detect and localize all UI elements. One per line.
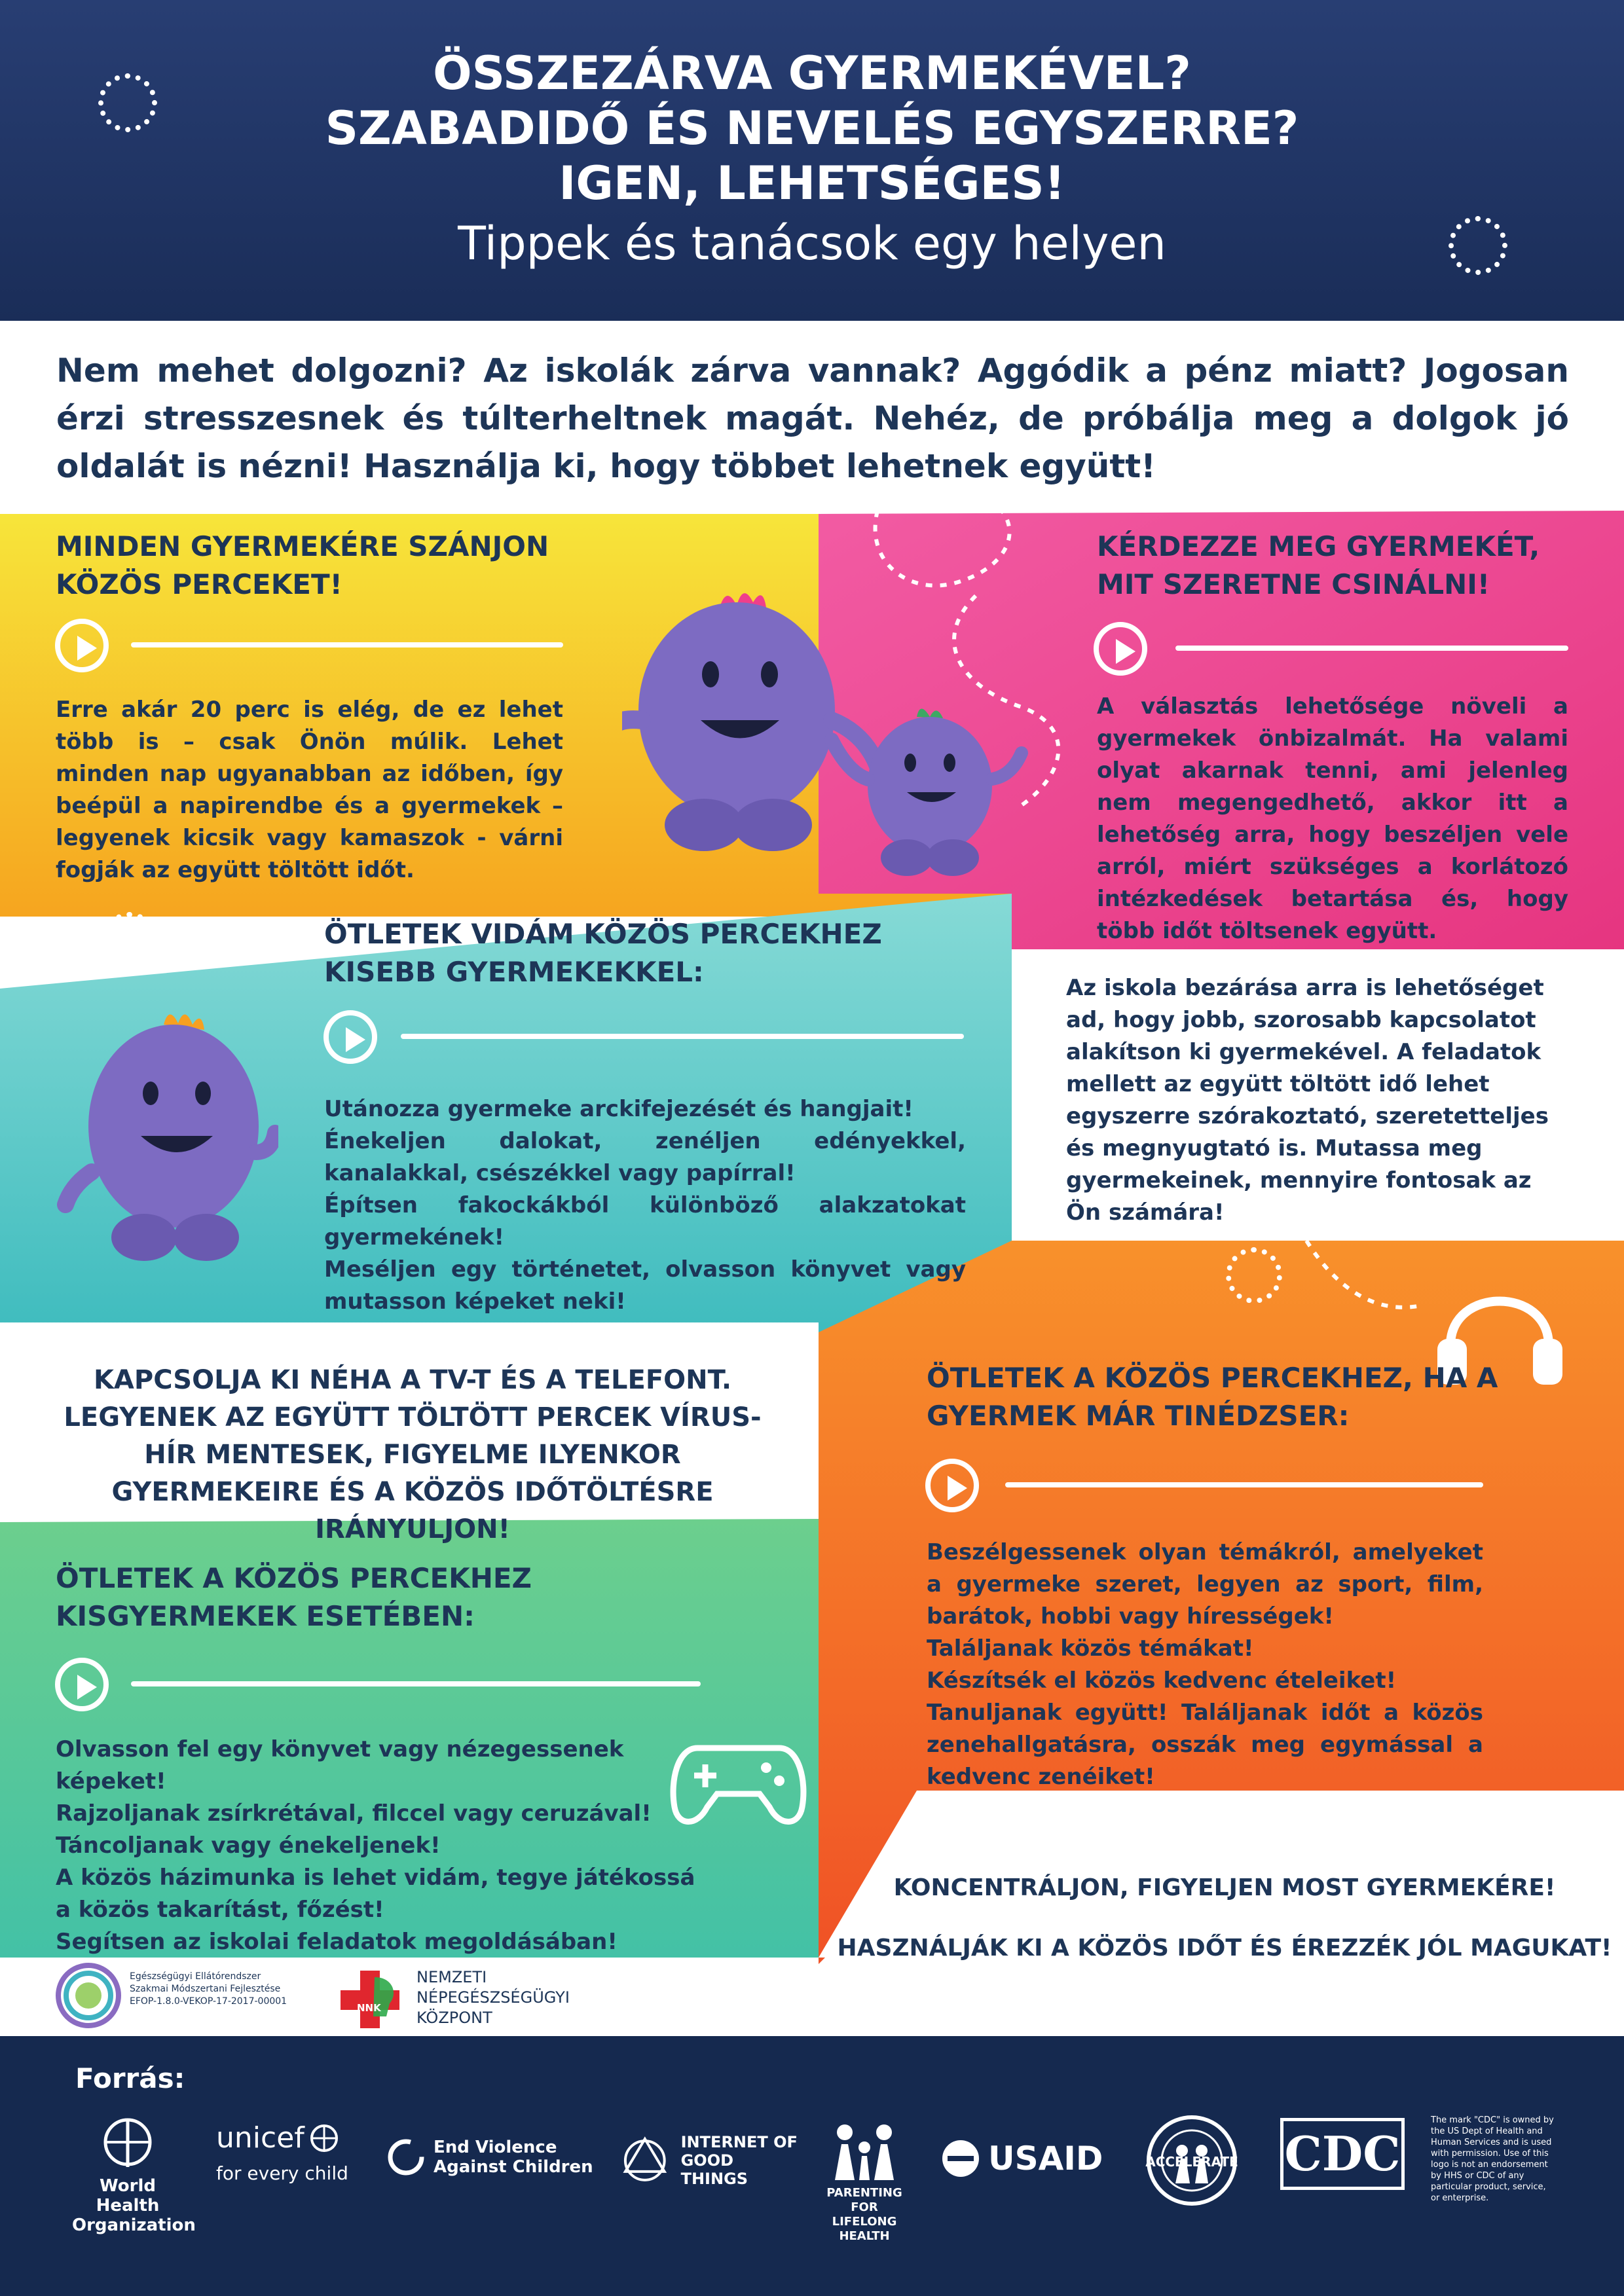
page-subtitle: Tippek és tanácsok egy helyen (458, 217, 1166, 270)
pink-section-body: A választás lehetősége növeli a gyermekek önbizalmát. Ha valami olyat akarnak tenni, ami jelenleg nem megengedhető, akkor itt a lehetőség arra, hogy beszéljen vele arról, miért szükséges a korlátozó intézkedések betartása és, hogy több időt töltsenek együtt. (1097, 693, 1568, 944)
list-item: A közös házimunka is lehet vidám, tegye játékossá a közös takarítást, főzést! (56, 1865, 695, 1923)
parenting-logo: PARENTING FOR LIFELONG HEALTH (819, 2118, 910, 2244)
title-line: ÖSSZEZÁRVA GYERMEKÉVEL? (433, 46, 1191, 100)
pink-section-title: KÉRDEZZE MEG GYERMEKÉT, MIT SZERETNE CSINÁLNI! (1097, 530, 1540, 600)
who-logo: World Health Organization (72, 2115, 183, 2235)
title-line: SZABADIDŐ ÉS NEVELÉS EGYSZERRE? (325, 101, 1299, 155)
accelerate-logo: ACCELERATE (1143, 2111, 1241, 2172)
yellow-section-title: MINDEN GYERMEKÉRE SZÁNJON KÖZÖS PERCEKET! (56, 530, 549, 600)
divider-line (131, 642, 563, 647)
list-item: Táncoljanak vagy énekeljenek! (56, 1832, 441, 1859)
orange-section-title: ÖTLETEK A KÖZÖS PERCEKHEZ, HA A GYERMEK MÁR TINÉDZSER: (927, 1362, 1498, 1432)
efop-logo-text: Egészségügyi Ellátórendszer Szakmai Módszertani Fejlesztése EFOP-1.8.0-VEKOP-17-2017-00001 (130, 1971, 287, 2007)
dotted-circle-icon (1226, 1247, 1282, 1303)
play-icon[interactable] (55, 619, 109, 672)
green-section-list (56, 1734, 710, 1958)
page-title (0, 46, 1624, 211)
list-item: Beszélgessenek olyan témákról, amelyeket a gyermeke szeret, legyen az sport, film, barátok, hobbi vagy hírességek! (927, 1539, 1483, 1630)
unicef-wordmark: unicef (216, 2121, 304, 2155)
title-line: IGEN, LEHETSÉGES! (559, 156, 1065, 210)
green-section-title: ÖTLETEK A KÖZÖS PERCEKHEZ KISGYERMEKEK ESETÉBEN: (56, 1562, 532, 1632)
list-item: Készítsék el közös kedvenc ételeiket! (927, 1667, 1397, 1694)
list-item: Utánozza gyermeke arckifejezését és hangjait! (324, 1096, 913, 1122)
unicef-logo (216, 2121, 360, 2184)
yellow-section-body: Erre akár 20 perc is elég, de ez lehet több is – csak Önön múlik. Lehet minden nap ugyanabban az időben, így beépül a napirendbe és a gyermekek – legyenek kicsik vagy kamaszok - várni fogják az együtt töltött időt. (56, 697, 563, 883)
purple-monster-illustration (622, 589, 1028, 897)
unicef-globe-icon (310, 2124, 339, 2153)
closing-message-2: HASZNÁLJÁK KI A KÖZÖS IDŐT ÉS ÉREZZÉK JÓL MAGUKAT! (837, 1935, 1612, 1961)
play-icon[interactable] (925, 1459, 979, 1512)
play-icon[interactable] (55, 1658, 109, 1711)
intro-text: Nem mehet dolgozni? Az iskolák zárva vannak? Aggódik a pénz miatt? Jogosan érzi stresszesnek és túlterheltnek magát. Nehéz, de próbálja meg a dolgok jó oldalát is nézni! Használja ki, hogy többet lehetnek együtt! (56, 352, 1569, 485)
parenting-family-icon (819, 2118, 910, 2183)
end-violence-logo: End Violence Against Children (386, 2138, 596, 2177)
unicef-tagline: for every child (216, 2162, 348, 2184)
internet-good-things-logo: INTERNET OF GOOD THINGS (616, 2131, 805, 2190)
teal-section-list (324, 1093, 966, 1318)
list-item: Énekeljen dalokat, zenéljen edényekkel, kanalakkal, csészékkel vagy papírral! (324, 1128, 966, 1186)
dotted-circle-icon (98, 73, 157, 132)
nnk-badge: NNK (357, 2002, 381, 2014)
tv-phone-note: KAPCSOLJA KI NÉHA A TV-T ÉS A TELEFONT. LEGYENEK AZ EGYÜTT TÖLTÖTT PERCEK VÍRUS-HÍR MENTESEK, FIGYELME ILYENKOR GYERMEKEIRE ÉS A KÖZÖS IDŐTÖLTÉSRE IRÁNYULJON! (64, 1365, 762, 1544)
list-item: Olvasson fel egy könyvet vagy nézegessenek képeket! (56, 1736, 624, 1795)
dotted-circle-icon (1449, 216, 1507, 275)
usaid-logo: USAID (940, 2138, 1110, 2179)
teal-section-title: ÖTLETEK VIDÁM KÖZÖS PERCEKHEZ KISEBB GYERMEKEKKEL: (324, 918, 882, 988)
play-icon[interactable] (323, 1010, 377, 1064)
internet-good-things-icon (616, 2131, 674, 2190)
list-item: Meséljen egy történetet, olvasson könyvet vagy mutasson képeket neki! (324, 1256, 966, 1315)
dotted-circle-icon (101, 912, 158, 968)
cdc-logo-box: CDC (1280, 2118, 1405, 2190)
cdc-disclaimer: The mark "CDC" is owned by the US Dept of Health and Human Services and is used with permission. Use of this logo is not an endorsement by HHS or CDC of any particular product, service, or enterprise. (1431, 2115, 1554, 2203)
purple-monster-illustration (56, 995, 278, 1296)
orange-tail (819, 1958, 825, 1964)
divider-line (131, 1681, 701, 1686)
divider-line (401, 1034, 964, 1039)
divider-line (1175, 646, 1568, 651)
list-item: Segítsen az iskolai feladatok megoldásában! (56, 1929, 618, 1955)
school-closure-note: Az iskola bezárása arra is lehetőséget ad, hogy jobb, szorosabb kapcsolatot alakítson ki gyermekével. A feladatok mellett az együtt töltött idő lehet egyszerre szórakoztató, szeretetteljes és megnyugtató is. Mutassa meg gyermekeinek, mennyire fontosak az Ön számára! (1066, 975, 1549, 1226)
who-emblem-icon (72, 2115, 183, 2174)
closing-message-1: KONCENTRÁLJON, FIGYELJEN MOST GYERMEKÉRE! (893, 1874, 1556, 1901)
source-label: Forrás: (75, 2062, 185, 2094)
usaid-seal-icon (940, 2138, 982, 2179)
gamepad-icon (668, 1728, 809, 1833)
cdc-logo (1280, 2118, 1405, 2190)
efop-logo-icon (56, 1963, 121, 2028)
nnk-logo-icon (334, 1964, 406, 2030)
orange-section-list (927, 1537, 1483, 1793)
divider-line (1005, 1482, 1483, 1487)
list-item: Építsen fakockákból különböző alakzatokat gyermekének! (324, 1192, 966, 1250)
end-violence-ring-icon (386, 2138, 426, 2177)
list-item: Rajzoljanak zsírkrétával, filccel vagy ceruzával! (56, 1800, 652, 1827)
list-item: Tanuljanak együtt! Találjanak időt a közös zenehallgatásra, osszák meg egymással a kedvenc zenéiket! (927, 1700, 1483, 1790)
list-item: Találjanak közös témákat! (927, 1635, 1254, 1662)
nnk-logo-text: NEMZETI NÉPEGÉSZSÉGÜGYI KÖZPONT (416, 1968, 570, 2027)
play-icon[interactable] (1094, 622, 1147, 676)
